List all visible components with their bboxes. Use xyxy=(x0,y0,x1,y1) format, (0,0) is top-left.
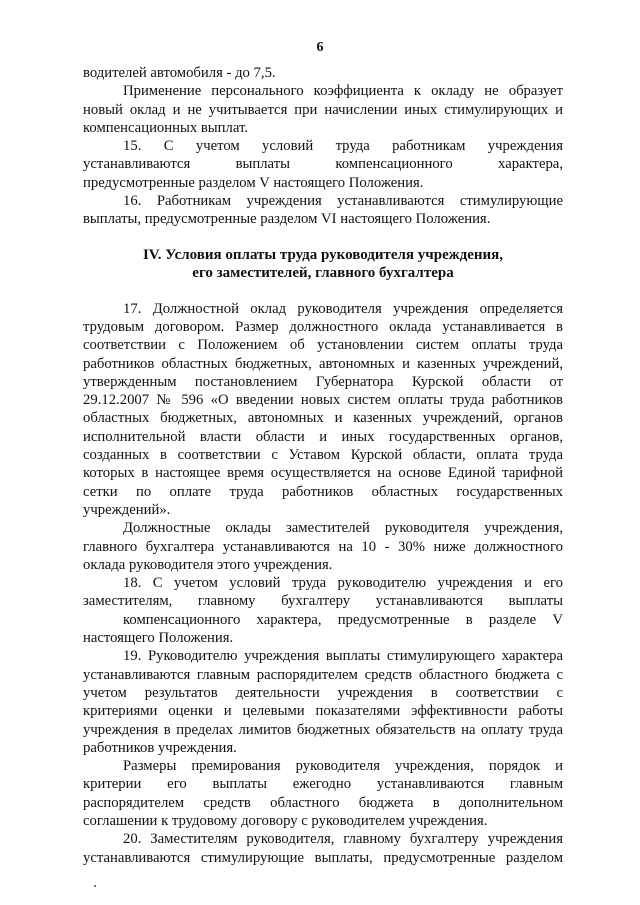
text-line: 20. Заместителям руководителя, главному бухгалтеру учреждения xyxy=(123,831,563,848)
text-line: исполнительной власти области и иных государственных органов, xyxy=(83,428,563,445)
text-line: критерии его выплаты ежегодно устанавливаются главным xyxy=(83,776,563,793)
text-line: 17. Должностной оклад руководителя учреждения определяется xyxy=(123,300,563,317)
text-line: устанавливаются стимулирующие выплаты, предусмотренные разделом xyxy=(83,849,563,866)
scan-speck xyxy=(94,885,96,887)
text-line: созданных в соответствии с Уставом Курской области, оплата труда xyxy=(83,447,563,464)
paragraph-20 xyxy=(83,830,563,867)
paragraph-17 xyxy=(83,300,563,520)
heading-line: IV. Условия оплаты труда руководителя учреждения, xyxy=(142,246,504,263)
text-line: учреждений». xyxy=(83,501,171,518)
paragraph-deputy-salaries xyxy=(83,519,563,574)
document-body xyxy=(83,64,563,867)
paragraph-vehicle-drivers xyxy=(83,64,563,82)
text-line: соответствии с Положением об установлении систем оплаты труда xyxy=(83,337,563,354)
paragraph-15 xyxy=(83,137,563,192)
text-line: Применение персонального коэффициента к окладу не образует xyxy=(123,83,563,100)
text-line: работников областных бюджетных, автономных и казенных учреждений, xyxy=(83,355,563,372)
text-line: сетки по оплате труда работников областных государственных xyxy=(83,483,563,500)
text-line: 18. С учетом условий труда руководителю учреждения и его xyxy=(123,575,563,592)
text-line: учетом результатов деятельности учреждения в соответствии с xyxy=(83,684,563,701)
text-line: утвержденным постановлением Губернатора Курской области от xyxy=(83,373,563,390)
text-line: Размеры премирования руководителя учреждения, порядок и xyxy=(123,758,563,775)
text-line: трудовым договором. Размер должностного оклада устанавливается в xyxy=(83,318,563,335)
text-line: предусмотренные разделом V настоящего Положения. xyxy=(83,174,424,191)
text-line: оклада руководителя этого учреждения. xyxy=(83,556,333,573)
text-line: работников учреждения. xyxy=(83,739,237,756)
text-line: Должностные оклады заместителей руководителя учреждения, xyxy=(123,520,563,537)
text-line: новый оклад и не учитывается при начислении иных стимулирующих и xyxy=(83,101,563,118)
text-line: заместителям, главному бухгалтеру устанавливаются выплаты xyxy=(83,593,563,610)
heading-line: его заместителей, главного бухгалтера xyxy=(192,265,454,282)
paragraph-16 xyxy=(83,192,563,229)
text-line: компенсационного характера, предусмотренные в разделе V xyxy=(123,611,563,628)
text-line: критериями оценки и целевыми показателями эффективности работы xyxy=(83,703,563,720)
text-line: компенсационных выплат. xyxy=(83,119,248,136)
text-line: которых в настоящее время осуществляется на основе Единой тарифной xyxy=(83,465,563,482)
text-line: учреждения в пределах лимитов бюджетных обязательств на оплату труда xyxy=(83,721,563,738)
text-line: устанавливаются выплаты компенсационного характера, xyxy=(83,156,563,173)
page-number: 6 xyxy=(316,40,324,55)
text-line: выплаты, предусмотренные разделом VI настоящего Положения. xyxy=(83,211,491,228)
text-line: соглашении к трудовому договору с руководителем учреждения. xyxy=(83,812,488,829)
text-line: 29.12.2007 № 596 «О введении новых систем оплаты труда работников xyxy=(83,392,563,409)
paragraph-19 xyxy=(83,647,563,757)
text-line: настоящего Положения. xyxy=(83,630,234,647)
text-line: водителей автомобиля - до 7,5. xyxy=(83,65,276,81)
paragraph-18 xyxy=(83,574,563,647)
text-line: устанавливаются главным распорядителем средств областного бюджета с xyxy=(83,666,563,683)
paragraph-bonus xyxy=(83,757,563,830)
text-line: главного бухгалтера устанавливаются на 10 - 30% ниже должностного xyxy=(83,538,563,555)
text-line: 19. Руководителю учреждения выплаты стимулирующего характера xyxy=(123,648,563,665)
paragraph-personal-coefficient xyxy=(83,82,563,137)
text-line: распорядителем средств областного бюджета в дополнительном xyxy=(83,794,563,811)
section-heading xyxy=(83,246,563,283)
text-line: 16. Работникам учреждения устанавливаются стимулирующие xyxy=(123,193,563,210)
text-line: областных бюджетных, автономных и казенных учреждений, органов xyxy=(83,410,563,427)
text-line: 15. С учетом условий труда работникам учреждения xyxy=(123,138,563,155)
